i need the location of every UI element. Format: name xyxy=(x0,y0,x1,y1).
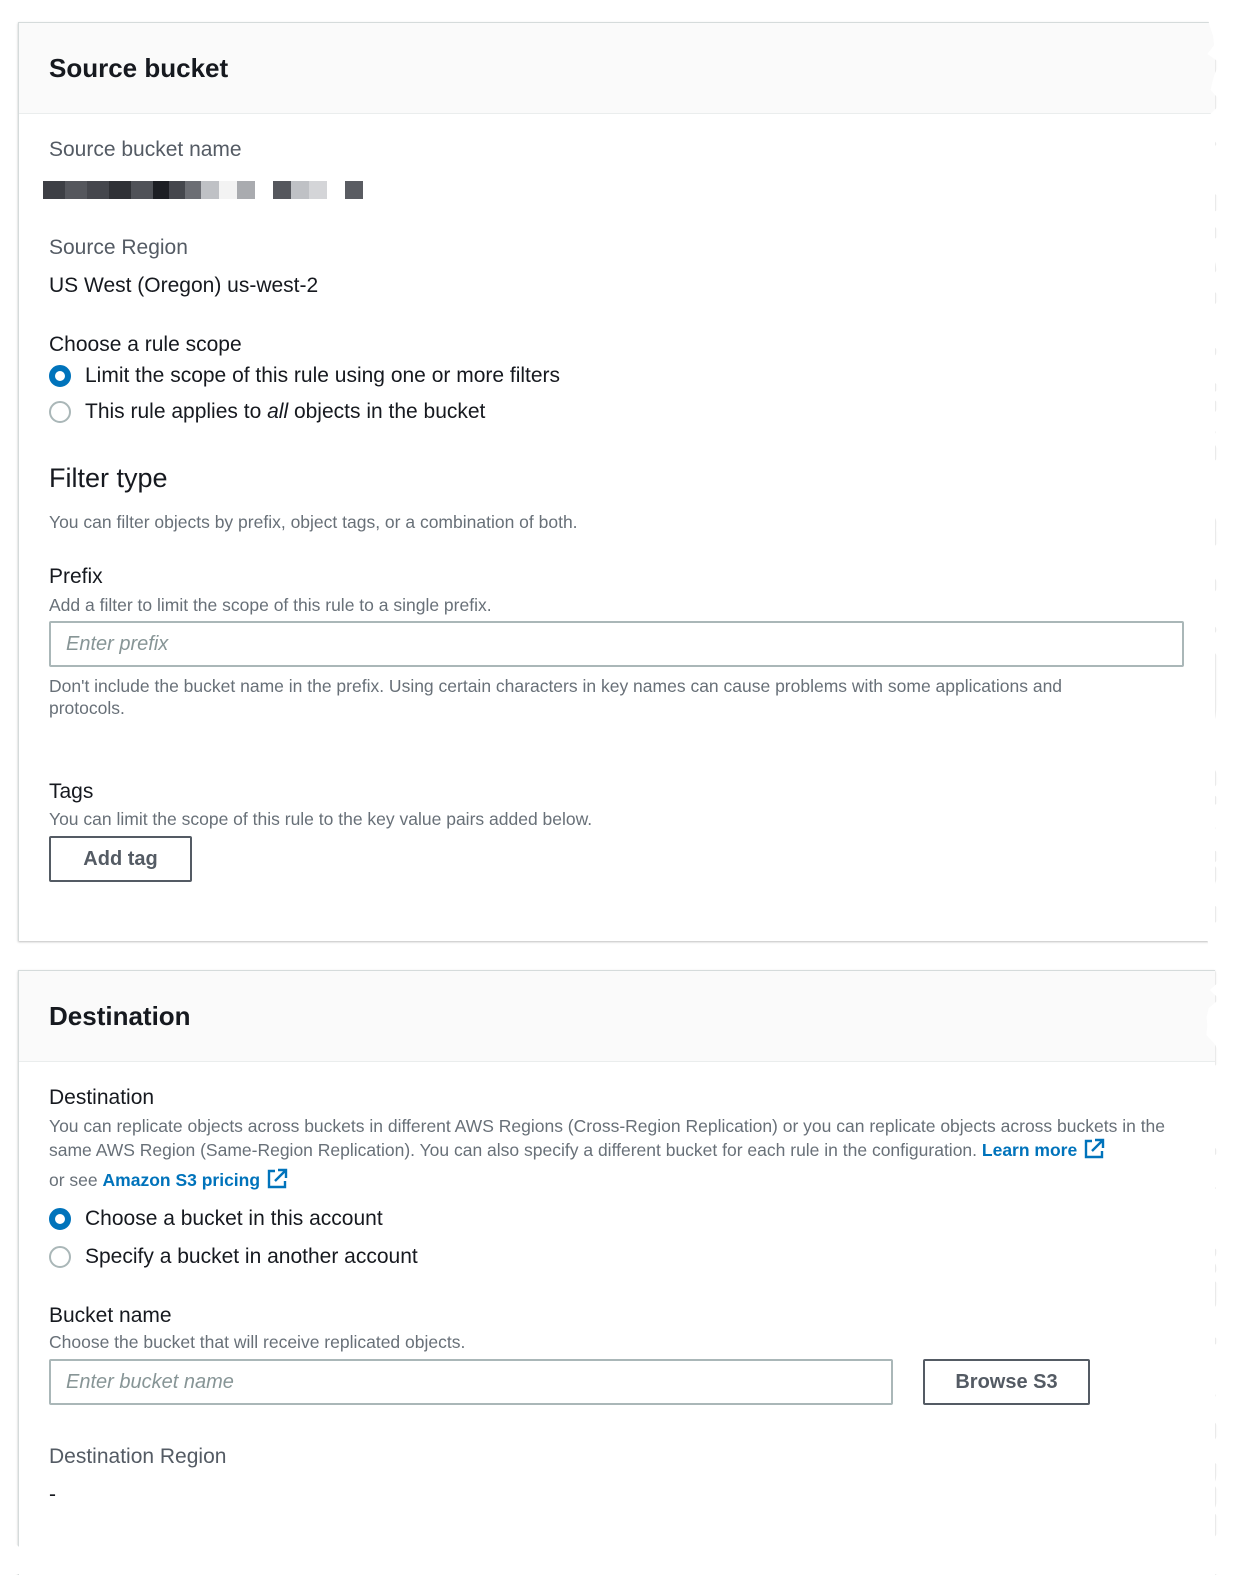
label-part: objects in the bucket xyxy=(288,400,486,423)
prefix-input[interactable]: Enter prefix xyxy=(49,621,1184,667)
rule-scope-option-label: Limit the scope of this rule using one or more filters xyxy=(85,364,561,387)
bucket-option-another-account[interactable] xyxy=(49,1245,418,1269)
bucket-name-description: Choose the bucket that will receive replicated objects. xyxy=(49,1332,466,1352)
learn-more-label: Learn more xyxy=(981,1140,1078,1160)
redacted-bucket-name xyxy=(43,181,363,199)
source-bucket-title: Source bucket xyxy=(49,52,229,83)
bucket-option-label: Choose a bucket in this account xyxy=(85,1207,383,1230)
bucket-name-label: Bucket name xyxy=(49,1304,172,1327)
bucket-option-this-account[interactable] xyxy=(49,1207,383,1231)
destination-region-value: - xyxy=(49,1483,56,1506)
filter-type-heading: Filter type xyxy=(49,463,168,493)
or-see-text: or see xyxy=(49,1170,98,1190)
source-bucket-panel xyxy=(18,22,1215,941)
tags-label: Tags xyxy=(49,780,94,803)
browse-s3-button[interactable]: Browse S3 xyxy=(923,1359,1090,1405)
rule-scope-option-all[interactable] xyxy=(49,400,485,424)
radio-unselected-icon[interactable] xyxy=(49,1246,71,1268)
destination-region-label: Destination Region xyxy=(49,1445,227,1468)
filter-type-description: You can filter objects by prefix, object tags, or a combination of both. xyxy=(49,512,578,532)
label-part: This rule applies to xyxy=(85,400,268,423)
torn-bottom-edge xyxy=(0,1514,1248,1574)
source-bucket-header xyxy=(19,23,1215,114)
pricing-line xyxy=(49,1168,288,1191)
destination-description xyxy=(49,1114,1189,1162)
prefix-description: Add a filter to limit the scope of this rule to a single prefix. xyxy=(49,595,492,615)
add-tag-button[interactable]: Add tag xyxy=(49,836,192,882)
external-link-icon xyxy=(266,1168,288,1190)
radio-selected-icon[interactable] xyxy=(49,1208,71,1230)
prefix-hint: Don't include the bucket name in the prefix. Using certain characters in key names can cause problems with some applications and protocols. xyxy=(49,676,1063,718)
prefix-label: Prefix xyxy=(49,565,103,588)
radio-selected-icon[interactable] xyxy=(49,365,71,387)
rule-scope-label: Choose a rule scope xyxy=(49,333,242,356)
s3-pricing-link[interactable] xyxy=(103,1170,289,1190)
destination-panel xyxy=(18,970,1215,1575)
label-emphasis: all xyxy=(267,400,289,423)
destination-description-text: You can replicate objects across buckets in different AWS Regions (Cross-Region Replication) or you can replicate objects across buckets in the same AWS Region (Same-Region Replication). You can also specify a different bucket for each rule in the configuration. xyxy=(49,1116,1166,1160)
tags-description: You can limit the scope of this rule to the key value pairs added below. xyxy=(49,809,593,829)
bucket-name-input[interactable]: Enter bucket name xyxy=(49,1359,893,1405)
torn-right-edge xyxy=(1196,0,1248,1574)
source-bucket-name-label: Source bucket name xyxy=(49,138,242,161)
source-region-label: Source Region xyxy=(49,236,188,259)
rule-scope-option-filters[interactable] xyxy=(49,364,560,388)
bucket-option-label: Specify a bucket in another account xyxy=(85,1245,418,1268)
radio-unselected-icon[interactable] xyxy=(49,401,71,423)
destination-label: Destination xyxy=(49,1086,155,1109)
external-link-icon xyxy=(1083,1138,1105,1160)
source-region-value: US West (Oregon) us-west-2 xyxy=(49,274,319,297)
destination-header xyxy=(19,971,1215,1062)
rule-scope-option-label xyxy=(85,400,485,424)
learn-more-link[interactable] xyxy=(982,1140,1105,1160)
destination-title: Destination xyxy=(49,1000,191,1031)
s3-pricing-label: Amazon S3 pricing xyxy=(102,1170,261,1190)
